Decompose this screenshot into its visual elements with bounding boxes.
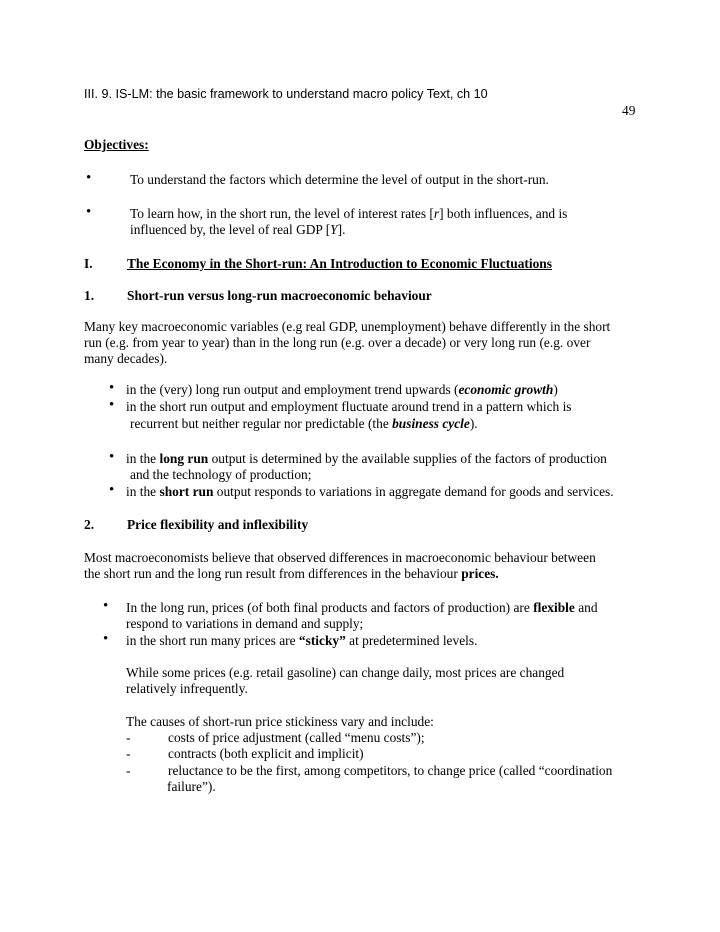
dash-marker: -	[126, 763, 131, 778]
cause-item-2: contracts (both explicit and implicit)	[168, 746, 364, 761]
bullet-business-cycle-line-2: recurrent but neither regular nor predictable (the business cycle).	[130, 416, 478, 431]
dash-marker: -	[126, 730, 131, 745]
bullet-marker: •	[103, 631, 109, 647]
cause-item-3-line-1: reluctance to be the first, among competitors, to change price (called “coordination	[168, 763, 613, 778]
bullet-marker: •	[109, 482, 115, 498]
bullet-marker: •	[103, 598, 109, 614]
bullet-marker: •	[109, 449, 115, 465]
objective-item-1: To understand the factors which determine the level of output in the short-run.	[130, 172, 549, 187]
bullet-long-run-line-1: in the long run output is determined by the available supplies of the factors of production	[126, 451, 607, 466]
subsection-title: Price flexibility and inflexibility	[127, 517, 309, 532]
bullet-business-cycle-line-1: in the short run output and employment fluctuate around trend in a pattern which is	[126, 399, 572, 414]
bullet-short-run: in the short run output responds to variations in aggregate demand for goods and services.	[126, 484, 614, 499]
bullet-flexible-line-1: In the long run, prices (of both final products and factors of production) are flexible and	[126, 600, 598, 615]
paragraph-line: The causes of short-run price stickiness vary and include:	[126, 714, 434, 729]
bullet-marker: •	[109, 380, 115, 396]
bullet-marker: •	[86, 204, 92, 220]
objectives-heading: Objectives:	[84, 137, 149, 152]
bullet-economic-growth: in the (very) long run output and employment trend upwards (economic growth)	[126, 382, 558, 397]
subsection-number: 2.	[84, 517, 95, 532]
bullet-marker: •	[109, 397, 115, 413]
paragraph-line: Many key macroeconomic variables (e.g real GDP, unemployment) behave differently in the short	[84, 319, 611, 334]
paragraph-line: While some prices (e.g. retail gasoline) can change daily, most prices are changed	[126, 665, 565, 680]
objective-item-2-line-1: To learn how, in the short run, the level of interest rates [r] both influences, and is	[130, 206, 568, 221]
bullet-sticky: in the short run many prices are “sticky” at predetermined levels.	[126, 633, 478, 648]
bullet-long-run-line-2: and the technology of production;	[130, 467, 312, 482]
cause-item-3-line-2: failure”).	[167, 779, 216, 794]
cause-item-1: costs of price adjustment (called “menu costs”);	[168, 730, 425, 745]
bullet-flexible-line-2: respond to variations in demand and supply;	[126, 616, 364, 631]
section-number: I.	[84, 256, 93, 271]
subsection-title: Short-run versus long-run macroeconomic behaviour	[127, 288, 432, 303]
paragraph-line: run (e.g. from year to year) than in the long run (e.g. over a decade) or very long run (e.g. over	[84, 335, 591, 350]
objective-item-2-line-2: influenced by, the level of real GDP [Y].	[130, 222, 346, 237]
subsection-number: 1.	[84, 288, 95, 303]
dash-marker: -	[126, 746, 131, 761]
paragraph-line: Most macroeconomists believe that observed differences in macroeconomic behaviour between	[84, 550, 596, 565]
section-title: The Economy in the Short-run: An Introduction to Economic Fluctuations	[127, 256, 552, 271]
bullet-marker: •	[86, 170, 92, 186]
paragraph-line: the short run and the long run result from differences in the behaviour prices.	[84, 566, 499, 581]
paragraph-line: many decades).	[84, 351, 168, 366]
page-number: 49	[622, 103, 636, 118]
paragraph-line: relatively infrequently.	[126, 681, 248, 696]
running-header: III. 9. IS-LM: the basic framework to understand macro policy Text, ch 10	[84, 87, 488, 101]
